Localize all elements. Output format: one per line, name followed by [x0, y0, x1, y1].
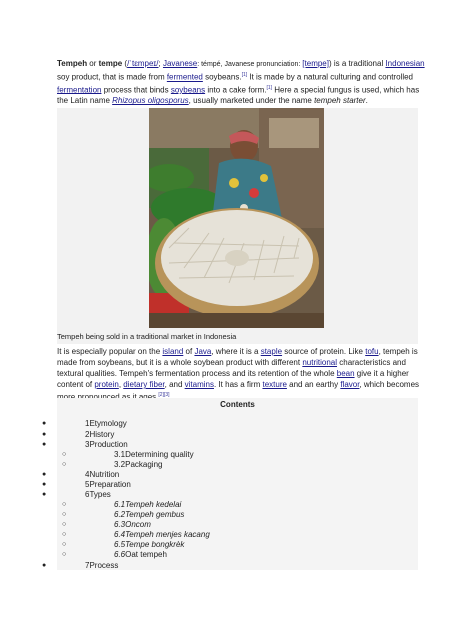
toc-item-history[interactable]: [85, 430, 114, 440]
bullet-icon: ●: [42, 562, 47, 569]
toc-number: 2: [85, 430, 90, 439]
text: of: [183, 347, 195, 356]
toc-item-preparation[interactable]: [85, 480, 131, 490]
hollow-bullet-icon: ○: [62, 501, 67, 508]
bullet-icon: ●: [42, 481, 47, 488]
toc-number: 3: [85, 440, 90, 449]
toc-number: 6.2: [114, 510, 126, 519]
ipa-link[interactable]: /ˈtɛmpeɪ/: [127, 59, 159, 68]
tempeh-market-photo[interactable]: [149, 108, 324, 328]
toc-item-tempe-bongkrek[interactable]: [114, 540, 184, 550]
toc-item-nutrition[interactable]: [85, 470, 119, 480]
bullet-icon: ●: [42, 441, 47, 448]
toc-number: 6.5: [114, 540, 126, 549]
toc-number: 3.1: [114, 450, 126, 459]
text: soy product, that is made from: [57, 72, 167, 82]
toc-label: History: [89, 430, 115, 439]
contents-title: Contents: [220, 400, 255, 409]
text: and an earthy: [286, 380, 341, 389]
text: .: [365, 96, 368, 106]
toc-label: Etymology: [89, 419, 127, 428]
toc-number: 1: [85, 419, 90, 428]
toc-label: Oncom: [125, 520, 151, 529]
toc-number: 6: [85, 490, 90, 499]
text: ,: [118, 380, 124, 389]
text: give it a higher content of: [57, 369, 409, 389]
text: or: [87, 59, 99, 68]
island-link[interactable]: island: [162, 347, 184, 356]
javanese-link[interactable]: Javanese: [162, 59, 198, 68]
toc-item-packaging[interactable]: [114, 460, 162, 470]
text: characteristics and textural qualities. Tempeh's fermentation process and its retention of the whole: [57, 358, 406, 378]
text: , usually marketed under the name: [188, 96, 315, 106]
text: ) is a traditional: [328, 59, 386, 68]
toc-label: Tempeh gembus: [125, 510, 185, 519]
toc-item-tempeh-kedelai[interactable]: [114, 500, 181, 510]
toc-label: Process: [89, 561, 119, 570]
toc-number: 6.6: [114, 550, 126, 559]
java-link[interactable]: Java: [194, 347, 212, 356]
tofu-link[interactable]: tofu: [365, 347, 379, 356]
text: . It has a firm: [214, 380, 263, 389]
hollow-bullet-icon: ○: [62, 551, 67, 558]
toc-label: Determining quality: [125, 450, 194, 459]
ref-2-3[interactable]: [2][3]: [158, 392, 170, 398]
hollow-bullet-icon: ○: [62, 531, 67, 538]
tempeh-starter: tempeh starter: [314, 96, 366, 106]
hollow-bullet-icon: ○: [62, 541, 67, 548]
protein-link[interactable]: protein: [94, 380, 119, 389]
term-tempe: tempe: [98, 59, 123, 68]
toc-label: Types: [89, 490, 111, 499]
bean-link[interactable]: bean: [336, 369, 355, 378]
toc-number: 5: [85, 480, 90, 489]
text: process that binds: [101, 85, 171, 95]
text: , and: [164, 380, 185, 389]
toc-item-process[interactable]: [85, 561, 118, 571]
toc-label: Preparation: [89, 480, 131, 489]
fermentation-link[interactable]: fermentation: [57, 85, 102, 95]
vitamins-link[interactable]: vitamins: [184, 380, 214, 389]
text: , where it is a: [211, 347, 261, 356]
ref-2[interactable]: [1]: [266, 84, 273, 91]
toc-item-production[interactable]: [85, 440, 128, 450]
native-text: : témpé, Javanese pronunciation:: [197, 61, 303, 68]
dietary-fiber-link[interactable]: dietary fiber: [123, 380, 165, 389]
bullet-icon: ●: [42, 491, 47, 498]
toc-number: 4: [85, 470, 90, 479]
toc-number: 6.3: [114, 520, 126, 529]
toc-number: 3.2: [114, 460, 126, 469]
toc-label: Tempeh kedelai: [125, 500, 182, 509]
fermented-link[interactable]: fermented: [166, 72, 203, 82]
figure-caption: Tempeh being sold in a traditional market in Indonesia: [57, 332, 237, 341]
soybeans-link[interactable]: soybeans: [170, 85, 206, 95]
toc-label: Production: [89, 440, 128, 449]
text: , which becomes: [359, 380, 420, 389]
ref-1[interactable]: [1]: [241, 72, 248, 78]
toc-item-types[interactable]: [85, 490, 111, 500]
toc-label: Oat tempeh: [125, 550, 167, 559]
body-paragraph: [57, 346, 427, 403]
flavor-link[interactable]: flavor: [340, 380, 360, 389]
toc-item-oat-tempeh[interactable]: [114, 550, 167, 560]
hollow-bullet-icon: ○: [62, 511, 67, 518]
toc-label: Tempeh menjes kacang: [125, 530, 210, 539]
text: Here a special fungus is used, which has the Latin name: [57, 85, 420, 106]
toc-label: Packaging: [125, 460, 163, 469]
toc-item-tempeh-gembus[interactable]: [114, 510, 184, 520]
rhizopus-link[interactable]: Rhizopus oligosporus: [112, 96, 189, 106]
toc-number: 7: [85, 561, 90, 570]
toc-item-etymology[interactable]: [85, 419, 127, 429]
text: , tempeh is made from soybeans, but it is a whole soybean product with different: [57, 347, 418, 367]
figure: [57, 108, 418, 344]
toc-item-tempeh-menjes-kacang[interactable]: [114, 530, 210, 540]
indonesian-link[interactable]: Indonesian: [385, 59, 425, 68]
bullet-icon: ●: [42, 420, 47, 427]
text: source of protein. Like: [282, 347, 366, 356]
text: soybeans.: [202, 72, 242, 82]
toc-label: Tempe bongkrèk: [125, 540, 185, 549]
toc-item-oncom[interactable]: [114, 520, 151, 530]
intro-paragraph: Tempeh or tempe (/ˈtɛmpeɪ/; Javanese: témpé, Javanese pronunciation: [tempe]) is a traditional Indonesian soy product, that is made from fermented soybeans.[1] It is made by a natural culturing and controlled fermentation process that binds soybeans into a cake form.[1] Here a special fungus is used, which has the Latin name Rhizopus oligosporus, usually marketed under the name tempeh starter.: [57, 59, 425, 106]
hollow-bullet-icon: ○: [62, 521, 67, 528]
term-tempeh: Tempeh: [57, 59, 88, 68]
bullet-icon: ●: [42, 431, 47, 438]
staple-link[interactable]: staple: [260, 347, 283, 356]
text: into a cake form.: [205, 85, 267, 95]
pronunciation-link[interactable]: [tempe]: [302, 59, 329, 68]
text: It is made by a natural culturing and controlled: [247, 72, 413, 82]
hollow-bullet-icon: ○: [62, 451, 67, 458]
toc-item-determining-quality[interactable]: [114, 450, 194, 460]
texture-link[interactable]: texture: [262, 380, 287, 389]
nutritional-link[interactable]: nutritional: [302, 358, 338, 367]
toc-number: 6.1: [114, 500, 126, 509]
text: It is especially popular on the: [57, 347, 163, 356]
toc-label: Nutrition: [89, 470, 120, 479]
hollow-bullet-icon: ○: [62, 461, 67, 468]
toc-number: 6.4: [114, 530, 126, 539]
bullet-icon: ●: [42, 471, 47, 478]
